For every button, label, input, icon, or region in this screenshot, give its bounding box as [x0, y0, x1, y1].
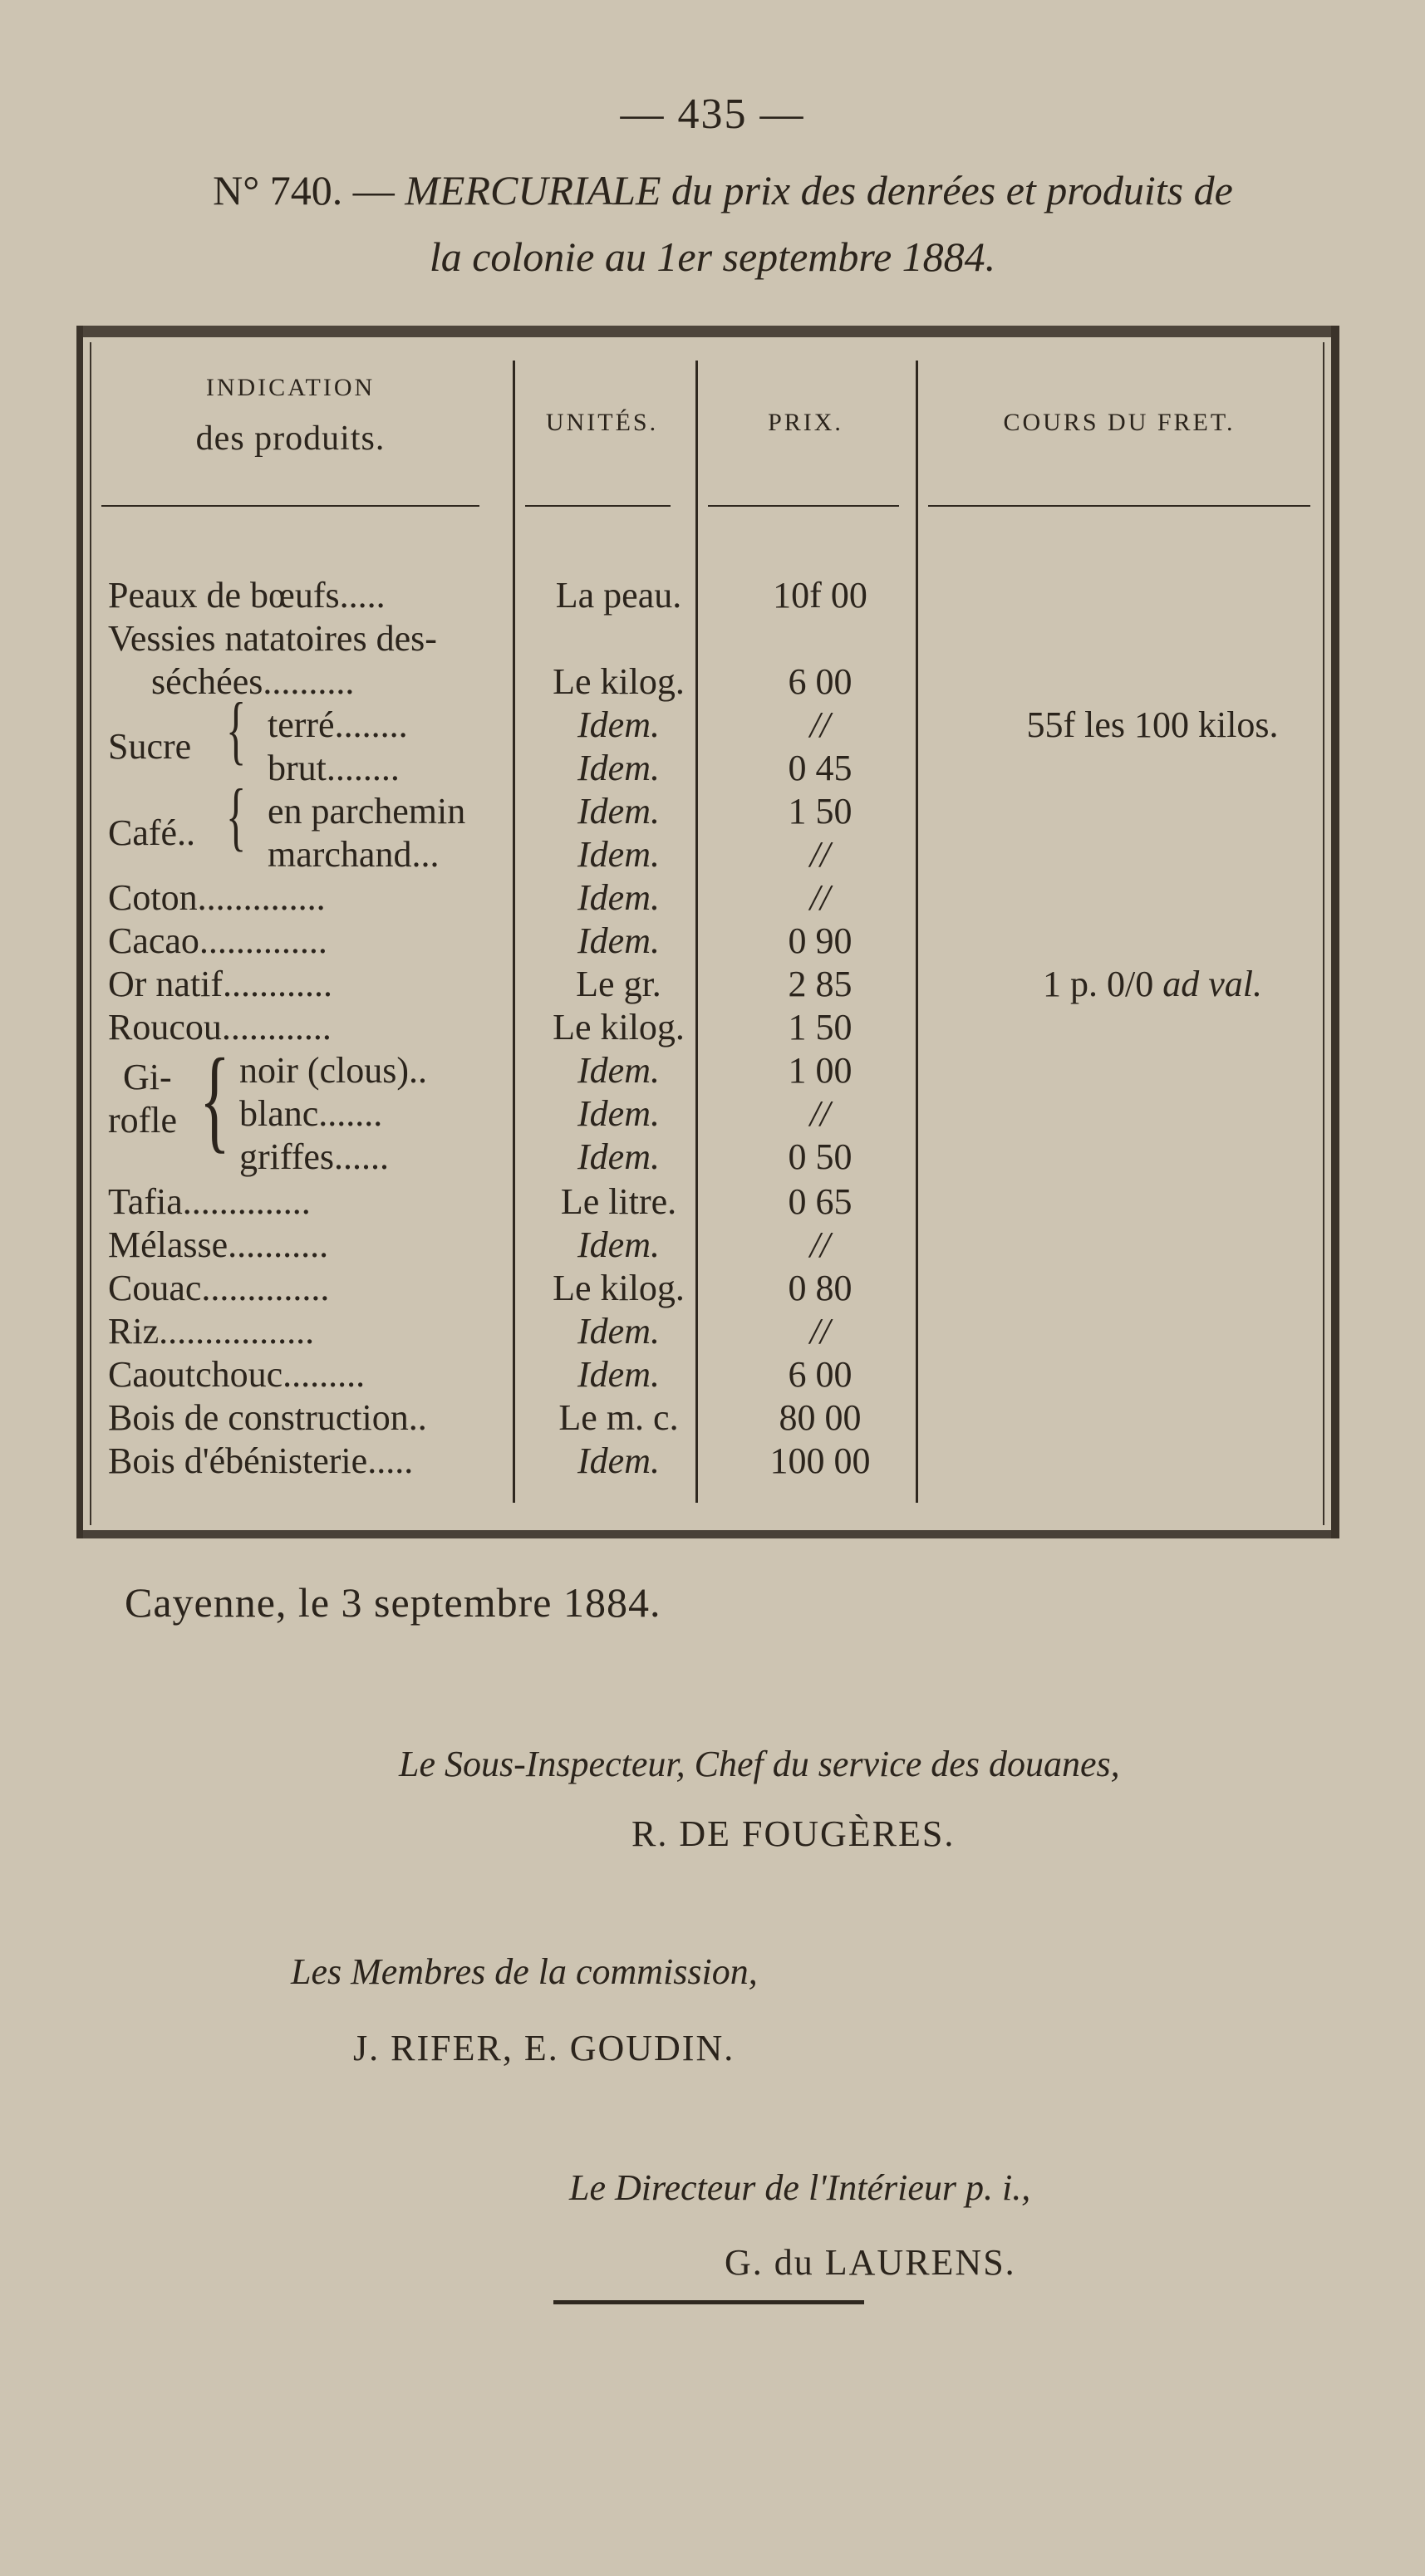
- table-right-inner-border: [1323, 342, 1324, 1525]
- product-unit: Idem.: [577, 1354, 660, 1395]
- brace: {: [226, 773, 247, 858]
- product-price: 10f 00: [773, 575, 867, 616]
- product-price: 2 85: [788, 964, 853, 1004]
- place-date: Cayenne, le 3 septembre 1884.: [125, 1579, 661, 1626]
- signatory-title: Les Membres de la commission,: [291, 1951, 758, 1992]
- product-name: séchées..........: [151, 661, 355, 702]
- signatory-name: J. RIFER, E. GOUDIN.: [353, 2028, 735, 2068]
- product-price: 80 00: [779, 1397, 862, 1438]
- product-name: Cacao..............: [108, 920, 327, 961]
- product-name: Mélasse...........: [108, 1224, 329, 1265]
- product-unit: Idem.: [577, 1136, 660, 1177]
- product-group-name: Gi-: [123, 1057, 172, 1097]
- product-name: Tafia..............: [108, 1181, 311, 1222]
- product-unit: Idem.: [577, 704, 660, 745]
- product-price: 6 00: [788, 1354, 853, 1395]
- product-unit: Le litre.: [560, 1181, 677, 1222]
- product-unit: La peau.: [555, 575, 682, 616]
- brace: {: [199, 1035, 230, 1164]
- document-title: [58, 166, 1388, 214]
- product-name: griffes......: [239, 1136, 390, 1177]
- product-name: Couac..............: [108, 1268, 330, 1308]
- product-name: noir (clous)..: [239, 1050, 428, 1091]
- header-rule: [525, 505, 671, 507]
- product-name: Coton..............: [108, 877, 326, 918]
- product-name: en parchemin: [268, 791, 466, 832]
- header-rule: [101, 505, 479, 507]
- product-price: //: [809, 1093, 831, 1134]
- product-name: blanc.......: [239, 1093, 383, 1134]
- product-unit: Idem.: [577, 791, 660, 832]
- header-products: des produits.: [195, 420, 386, 458]
- product-group-name: Sucre: [108, 726, 192, 767]
- product-unit: Le gr.: [576, 964, 661, 1004]
- product-unit: Le kilog.: [553, 1007, 685, 1048]
- freight-rate-value: 1 p. 0/0: [1043, 964, 1154, 1004]
- header-indication: INDICATION: [205, 374, 376, 401]
- product-name: Bois de construction..: [108, 1397, 427, 1438]
- header-rule: [928, 505, 1310, 507]
- product-price: 0 90: [788, 920, 853, 961]
- freight-rate: 55f les 100 kilos.: [1026, 704, 1279, 745]
- product-price: //: [809, 704, 831, 745]
- table-right-border: [1331, 326, 1339, 1538]
- document-title-line1: MERCURIALE du prix des denrées et produits de: [405, 167, 1233, 213]
- product-name: Peaux de bœufs.....: [108, 575, 386, 616]
- document-number: N° 740. —: [213, 167, 395, 213]
- product-unit: Idem.: [577, 1224, 660, 1265]
- freight-rate: [974, 964, 1331, 1005]
- header-units: UNITÉS.: [545, 409, 659, 436]
- brace: {: [226, 687, 247, 772]
- product-price: 100 00: [769, 1440, 871, 1481]
- product-price: 0 80: [788, 1268, 853, 1308]
- product-name: Roucou............: [108, 1007, 332, 1048]
- product-name: Vessies natatoires des-: [108, 618, 437, 659]
- product-unit: Le kilog.: [553, 661, 685, 702]
- product-price: 6 00: [788, 661, 853, 702]
- table-bottom-border: [76, 1530, 1339, 1538]
- product-unit: Idem.: [577, 834, 660, 875]
- table-left-inner-border: [90, 342, 91, 1525]
- footer-rule: [553, 2300, 864, 2304]
- product-price: 0 65: [788, 1181, 853, 1222]
- page-number: — 435 —: [620, 91, 805, 138]
- table-top-border: [76, 326, 1339, 337]
- product-unit: Idem.: [577, 1093, 660, 1134]
- product-name: marchand...: [268, 834, 440, 875]
- product-price: //: [809, 1224, 831, 1265]
- product-name: brut........: [268, 748, 400, 788]
- header-freight: COURS DU FRET.: [1003, 409, 1236, 436]
- document-title-line2: la colonie au 1er septembre 1884.: [429, 233, 996, 280]
- product-price: 1 00: [788, 1050, 853, 1091]
- signatory-name: R. DE FOUGÈRES.: [631, 1813, 956, 1854]
- signatory-name: G. du LAURENS.: [725, 2242, 1016, 2283]
- product-unit: Idem.: [577, 920, 660, 961]
- signatory-title: Le Sous-Inspecteur, Chef du service des douanes,: [399, 1744, 1120, 1784]
- product-name: Caoutchouc.........: [108, 1354, 366, 1395]
- product-group-name: Café..: [108, 812, 196, 853]
- header-rule: [708, 505, 899, 507]
- header-price: PRIX.: [768, 409, 843, 436]
- product-name: Riz.................: [108, 1311, 315, 1352]
- product-price: 0 50: [788, 1136, 853, 1177]
- product-name: Bois d'ébénisterie.....: [108, 1440, 414, 1481]
- product-unit: Le kilog.: [553, 1268, 685, 1308]
- product-price: //: [809, 1311, 831, 1352]
- price-table: [76, 326, 1339, 1538]
- product-price: //: [809, 834, 831, 875]
- product-price: 1 50: [788, 791, 853, 832]
- product-unit: Idem.: [577, 1440, 660, 1481]
- product-price: //: [809, 877, 831, 918]
- product-name: terré........: [268, 704, 408, 745]
- product-unit: Le m. c.: [558, 1397, 679, 1438]
- product-price: 0 45: [788, 748, 853, 788]
- table-left-border: [76, 326, 83, 1538]
- product-unit: Idem.: [577, 1050, 660, 1091]
- product-unit: Idem.: [577, 748, 660, 788]
- signatory-title: Le Directeur de l'Intérieur p. i.,: [569, 2167, 1031, 2208]
- product-name: Or natif............: [108, 964, 333, 1004]
- freight-rate-basis: ad val.: [1162, 964, 1262, 1004]
- product-unit: Idem.: [577, 877, 660, 918]
- product-group-name: rofle: [108, 1100, 178, 1141]
- product-price: 1 50: [788, 1007, 853, 1048]
- product-unit: Idem.: [577, 1311, 660, 1352]
